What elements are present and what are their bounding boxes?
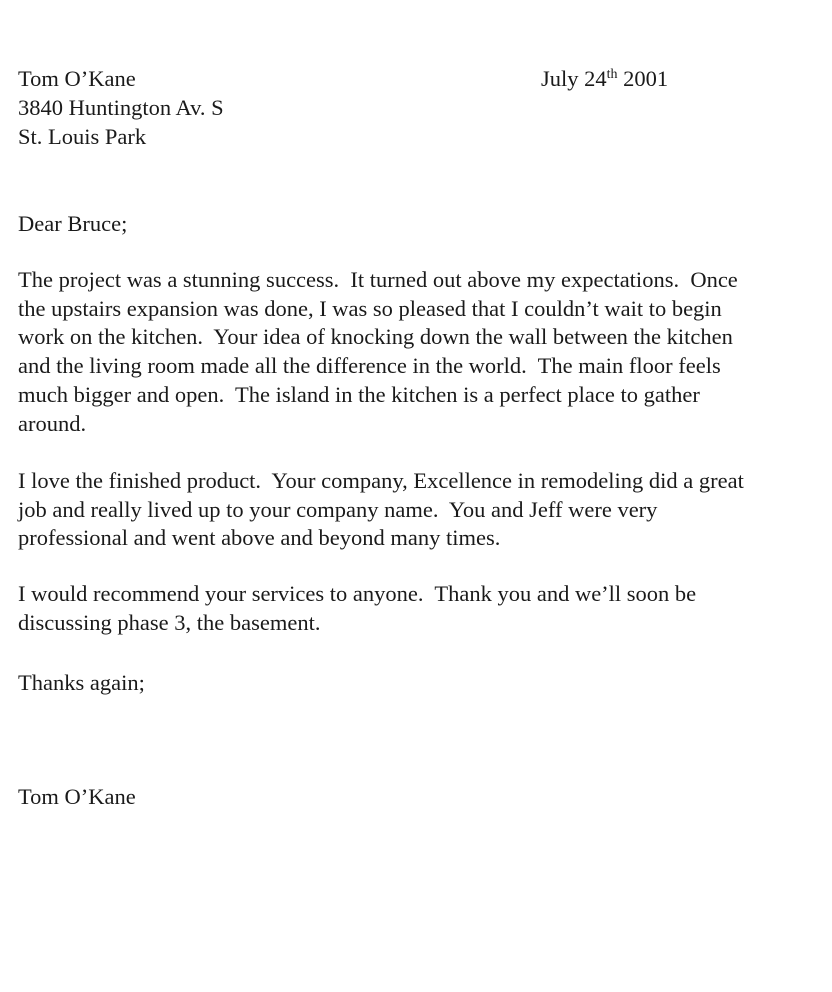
paragraph-line: the upstairs expansion was done, I was so pleased that I couldn’t wait to begin [18,295,722,321]
date-ordinal-suffix: th [606,67,618,82]
paragraph-line: The project was a stunning success. It turned out above my expectations. Once [18,267,738,292]
paragraph-line: I love the finished product. Your company, Excellence in remodeling did a great [18,468,744,493]
signature-name: Tom O’Kane [18,784,136,809]
closing: Thanks again; [18,670,145,695]
paragraph-line: job and really lived up to your company name. You and Jeff were very [18,496,658,522]
paragraph-line: work on the kitchen. Your idea of knocking down the wall between the kitchen [18,324,733,350]
sender-address-block [18,64,224,151]
body-paragraph-1 [18,266,738,438]
paragraph-line: and the living room made all the difference in the world. The main floor feels [18,353,721,379]
paragraph-line: discussing phase 3, the basement. [18,609,321,635]
sender-address-line-1: 3840 Huntington Av. S [18,95,224,120]
salutation: Dear Bruce; [18,211,128,236]
letter-date [541,64,668,93]
date-year: 2001 [617,66,669,91]
paragraph-line: around. [18,410,87,436]
sender-address-line-2: St. Louis Park [18,124,147,149]
body-paragraph-3 [18,580,696,637]
paragraph-line: I would recommend your services to anyone. Thank you and we’ll soon be [18,581,697,606]
date-month-day: July 24 [541,66,607,91]
paragraph-line: professional and went above and beyond many times. [18,525,501,551]
paragraph-line: much bigger and open. The island in the kitchen is a perfect place to gather [18,381,700,407]
sender-name: Tom O’Kane [18,66,136,91]
body-paragraph-2 [18,467,744,553]
